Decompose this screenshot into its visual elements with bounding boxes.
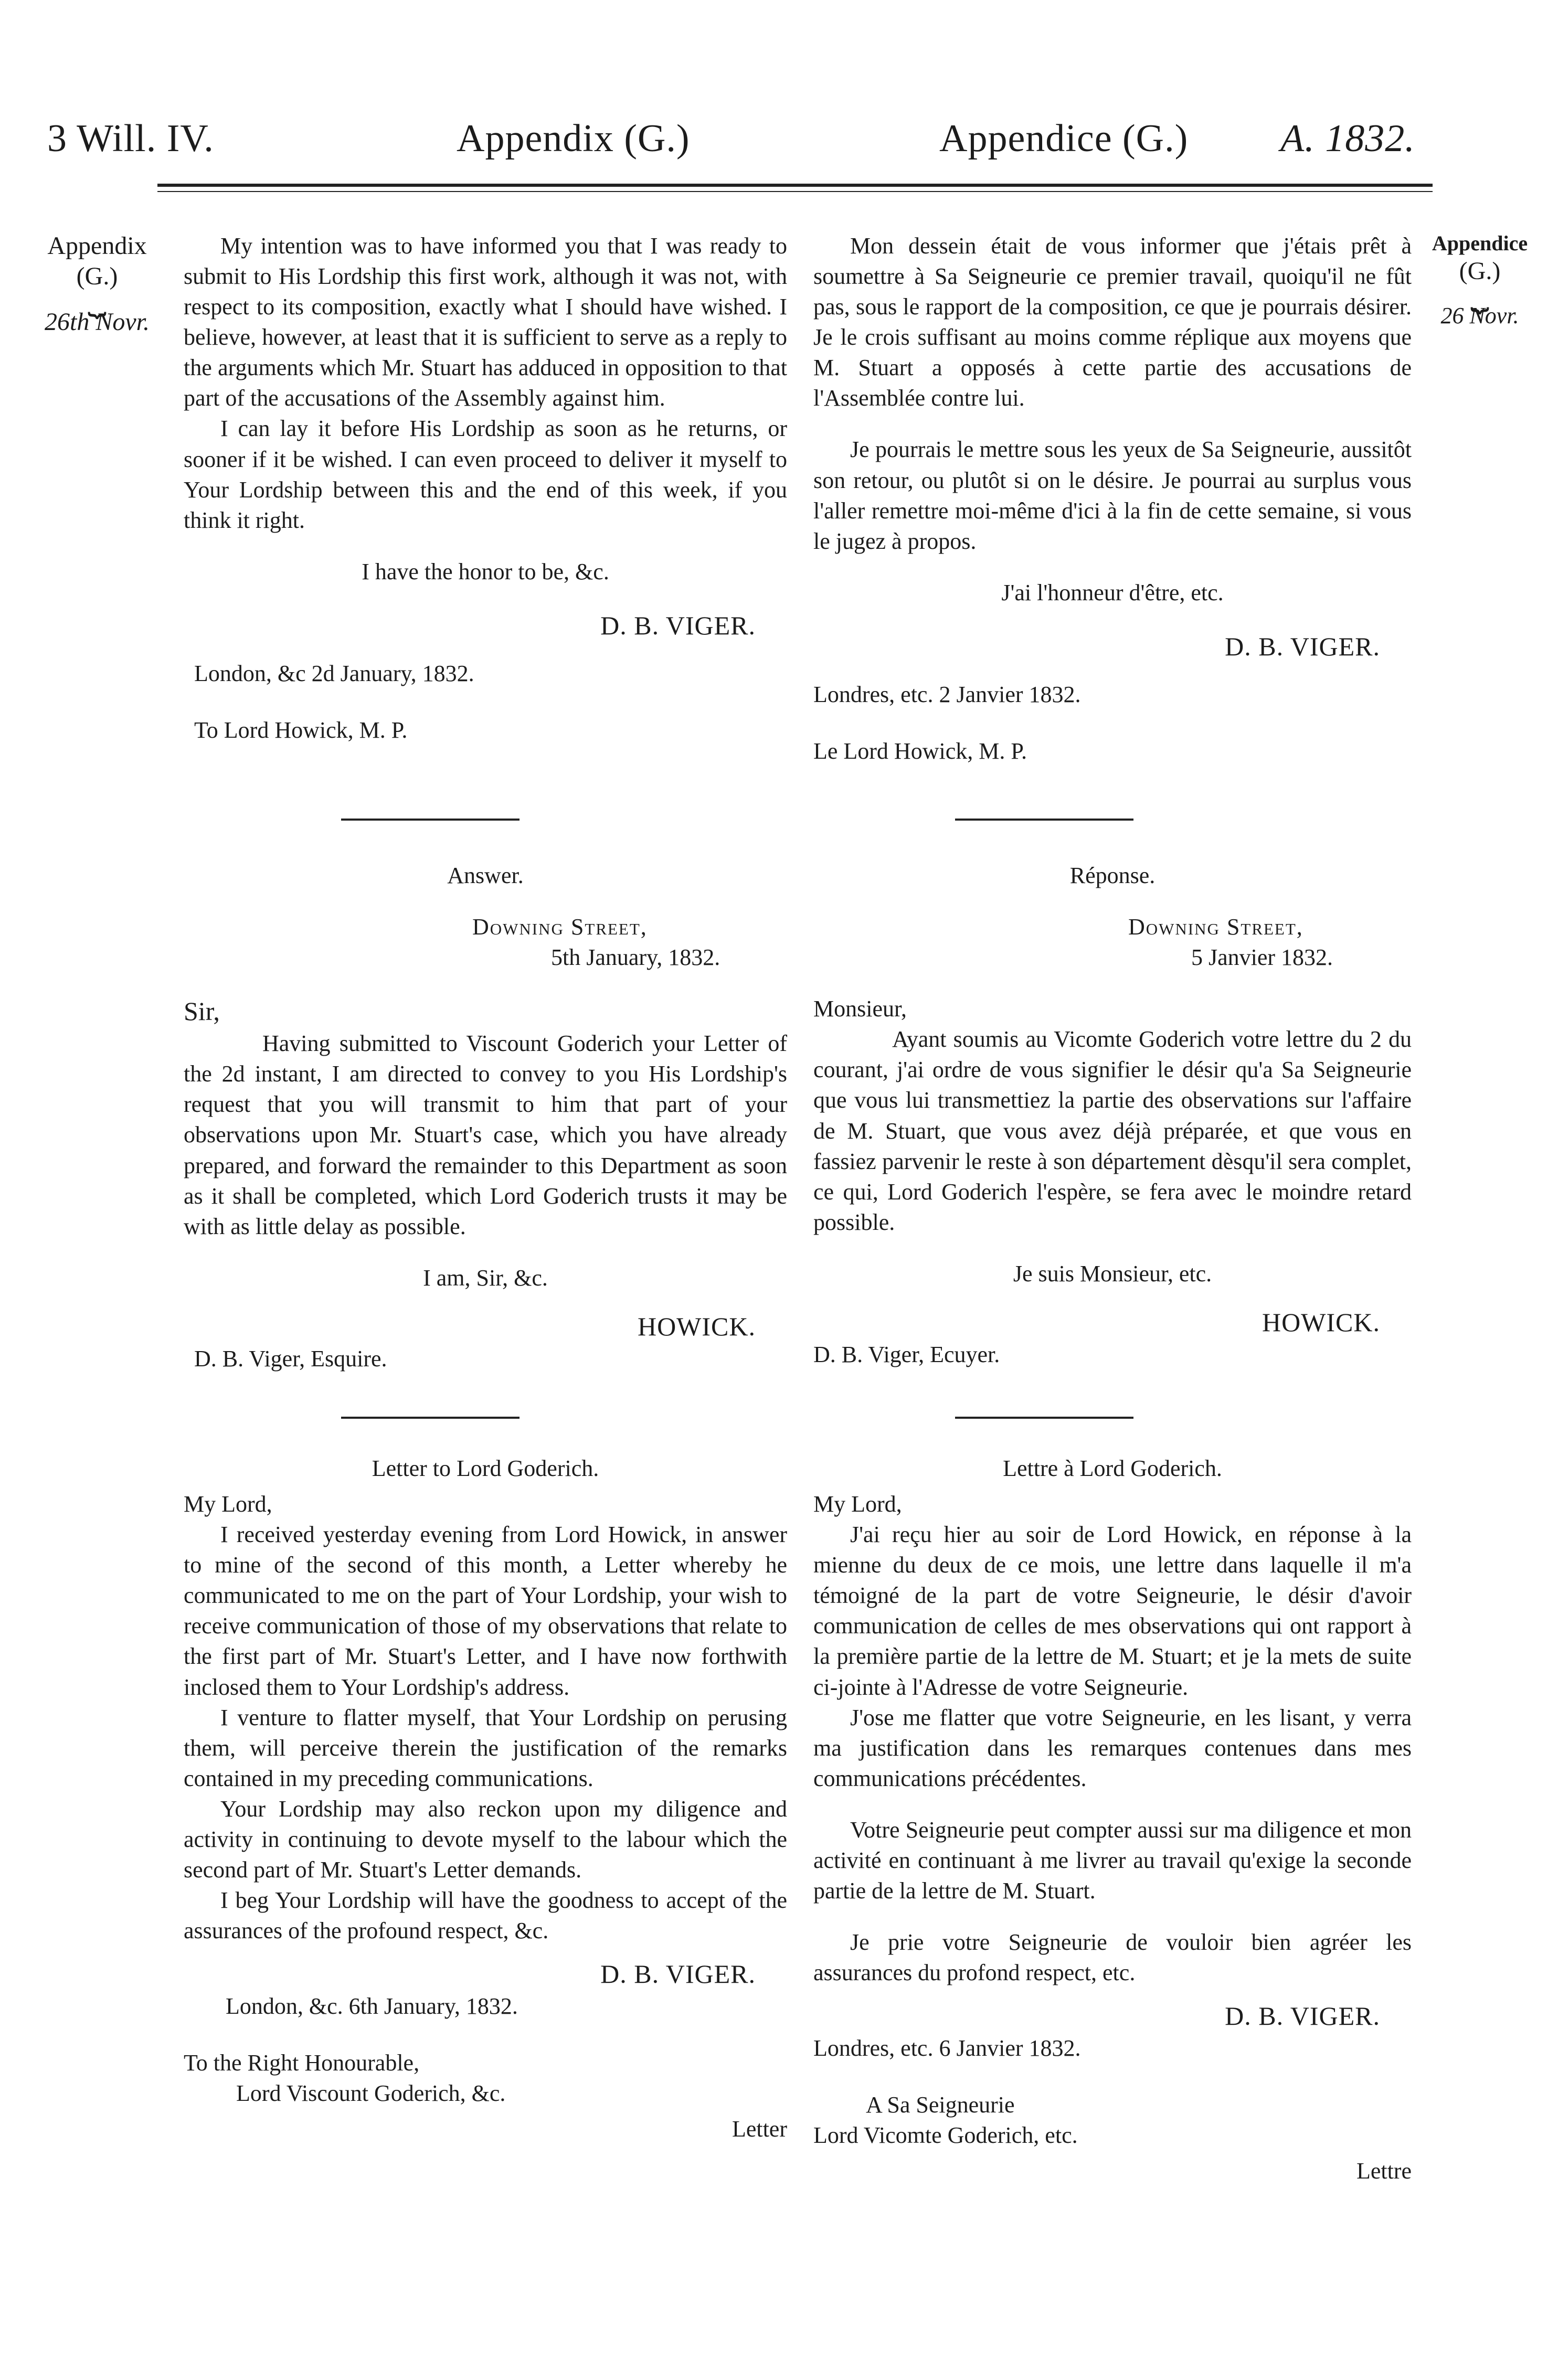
letter1-french-para1: Mon dessein était de vous informer que j'étais prêt à soumettre à Sa Seigneurie ce premier travail, quoiqu'il ne fût pas, sous le rapport de la composition, ce que je pourrais désirer. Je le crois suffisant au moins comme réplique aux moyens que M. Stuart a opposés à cette partie des accusations de l'Assemblée contre lui. (813, 233, 1412, 411)
answer-french-salutation: Monsieur, (813, 996, 907, 1022)
separator-right-2 (955, 1417, 1133, 1419)
answer-french-body: Ayant soumis au Vicomte Goderich votre lettre du 2 du courant, j'ai ordre de vous signifier le désir qu'a Sa Seigneurie que vous lui transmettiez la partie des observations sur l'affaire de M. Stuart, que vous avez déjà préparée, et que vous en fassiez parvenir le reste à son département dèsqu'il sera complet, ce qui, Lord Goderich l'espère, se fera avec le moindre retard possible. (813, 1026, 1412, 1235)
margin-note-left-brace: ⏟ (88, 282, 107, 317)
answer-english-heading: Answer. (447, 863, 524, 888)
header-regnal-year: 3 Will. IV. (47, 117, 214, 160)
answer-french-addressee: D. B. Viger, Ecuyer. (813, 1341, 1000, 1367)
answer-french-date: 5 Janvier 1832. (1191, 944, 1333, 971)
goderich-french-place-date: Londres, etc. 6 Janvier 1832. (813, 2035, 1081, 2062)
header-appendix-french: Appendice (G.) (939, 117, 1189, 160)
goderich-french-signature: D. B. VIGER. (1225, 2001, 1380, 2031)
goderich-english-signature: D. B. VIGER. (600, 1959, 756, 1989)
margin-note-left-letter: (G.) (76, 262, 118, 290)
answer-french-closing: Je suis Monsieur, etc. (1013, 1260, 1212, 1287)
letter1-english-place-date: London, &c 2d January, 1832. (194, 660, 474, 686)
goderich-english-addressee2: Lord Viscount Goderich, &c. (236, 2080, 506, 2107)
goderich-english-salutation: My Lord, (184, 1491, 272, 1517)
goderich-french-para4: Je prie votre Seigneurie de vouloir bien agréer les assurances du profond respect, etc. (813, 1929, 1412, 1986)
answer-english-salutation: Sir, (184, 996, 220, 1026)
letter1-french-signature: D. B. VIGER. (1225, 631, 1380, 661)
goderich-french-para1: J'ai reçu hier au soir de Lord Howick, en réponse à la mienne du deux de ce mois, une lettre dans laquelle il m'a témoigné de la part de votre Seigneurie, le désir d'avoir communication de celles de mes observations qui ont rapport à la première partie de la lettre de M. Stuart; et je la mets de suite ci-jointe à l'Adresse de votre Seigneurie. (813, 1522, 1412, 1700)
letter1-english-para1: My intention was to have informed you that I was ready to submit to His Lordship this first work, although it was not, with respect to its composition, exactly what I should have wished. I believe, however, at least that it is sufficient to serve as a reply to the arguments which Mr. Stuart has adduced in opposition to that part of the accusations of the Assembly against him. (184, 233, 787, 411)
answer-french (813, 860, 1412, 1370)
goderich-french-para3: Votre Seigneurie peut compter aussi sur ma diligence et mon activité en continuant à me livrer au travail qu'exige la seconde partie de la lettre de M. Stuart. (813, 1816, 1412, 1904)
answer-english-body: Having submitted to Viscount Goderich your Letter of the 2d instant, I am directed to convey to you His Lordship's request that you will transmit to him that part of your observations upon Mr. Stuart's case, which you have already prepared, and forward the remainder to this Department as soon as it shall be completed, which Lord Goderich trusts it may be with as little delay as possible. (184, 1030, 787, 1239)
goderich-english-heading: Letter to Lord Goderich. (372, 1455, 599, 1481)
separator-left-2 (341, 1417, 520, 1419)
letter1-english-closing: I have the honor to be, &c. (362, 558, 609, 585)
margin-note-left (31, 231, 163, 337)
goderich-french-heading: Lettre à Lord Goderich. (1003, 1455, 1222, 1481)
goderich-french-addressee2: Lord Vicomte Goderich, etc. (813, 2122, 1078, 2149)
goderich-french-addressee1: A Sa Seigneurie (866, 2092, 1015, 2118)
answer-french-heading: Réponse. (1069, 863, 1156, 888)
separator-left-1 (341, 819, 520, 821)
goderich-english-para2: I venture to flatter myself, that Your Lordship on perusing them, will perceive therein the justification of the remarks contained in my preceding communications. (184, 1704, 787, 1791)
letter1-english (184, 231, 787, 746)
goderich-english-addressee1: To the Right Honourable, (184, 2050, 420, 2076)
answer-french-signature: HOWICK. (1262, 1307, 1380, 1337)
letter1-english-signature: D. B. VIGER. (600, 610, 756, 640)
goderich-french-salutation: My Lord, (813, 1491, 902, 1517)
margin-note-right-letter: (G.) (1459, 257, 1501, 285)
letter1-french-para2: Je pourrais le mettre sous les yeux de Sa Seigneurie, aussitôt son retour, ou plutôt si on le désire. Je pourrai au surplus vous l'aller remettre moi-même d'ici à la fin de cette semaine, si vous le jugez à propos. (813, 437, 1412, 554)
answer-english-street: Downing Street, (472, 914, 648, 940)
letter1-french-closing: J'ai l'honneur d'être, etc. (1001, 579, 1224, 605)
answer-french-street: Downing Street, (1128, 914, 1303, 940)
goderich-english-catchword: Letter (732, 2116, 787, 2142)
letter1-french (813, 231, 1412, 767)
goderich-english-para1: I received yesterday evening from Lord Howick, in answer to mine of the second of this month, a Letter whereby he communicated to me on the part of Your Lordship, your wish to receive communication of those of my observations that relate to the first part of Mr. Stuart's Letter, and I have now forthwith inclosed them to Your Lordship's address. (184, 1522, 787, 1700)
goderich-french-catchword: Lettre (1356, 2158, 1412, 2184)
margin-note-right (1412, 231, 1548, 330)
goderich-english (184, 1453, 787, 2145)
answer-english-addressee: D. B. Viger, Esquire. (194, 1345, 387, 1372)
letter1-french-addressee: Le Lord Howick, M. P. (813, 738, 1027, 764)
answer-english-closing: I am, Sir, &c. (423, 1265, 548, 1291)
letter1-french-place-date: Londres, etc. 2 Janvier 1832. (813, 681, 1081, 707)
separator-right-1 (955, 819, 1133, 821)
header-rule-thin (157, 191, 1433, 192)
header-appendix-english: Appendix (G.) (457, 117, 690, 160)
letter1-english-para2: I can lay it before His Lordship as soon as he returns, or sooner if it be wished. I can even proceed to deliver it myself to Your Lordship between this and the end of this week, if you think it right. (184, 416, 787, 533)
letter1-english-addressee: To Lord Howick, M. P. (194, 717, 408, 743)
answer-english (184, 860, 787, 1374)
goderich-french-para2: J'ose me flatter que votre Seigneurie, en les lisant, y verra ma justification dans les remarques contenues dans mes communications précédentes. (813, 1704, 1412, 1791)
margin-note-right-brace: ⏟ (1470, 277, 1489, 312)
margin-note-left-date: 26th Novr. (44, 308, 150, 336)
answer-english-date: 5th January, 1832. (551, 944, 720, 971)
margin-note-right-date: 26 Novr. (1440, 302, 1519, 328)
answer-english-signature: HOWICK. (637, 1311, 756, 1341)
margin-note-left-label: Appendix (47, 232, 147, 260)
header-rule-thick (157, 184, 1433, 187)
goderich-english-para3: Your Lordship may also reckon upon my diligence and activity in continuing to devote myself to the labour which the second part of Mr. Stuart's Letter demands. (184, 1795, 787, 1883)
goderich-french (813, 1453, 1412, 2187)
goderich-english-para4: I beg Your Lordship will have the goodness to accept of the assurances of the profound respect, &c. (184, 1887, 787, 1944)
goderich-english-place-date: London, &c. 6th January, 1832. (226, 1993, 518, 2020)
margin-note-right-label: Appendice (1432, 231, 1528, 255)
header-year: A. 1832. (1280, 117, 1415, 160)
